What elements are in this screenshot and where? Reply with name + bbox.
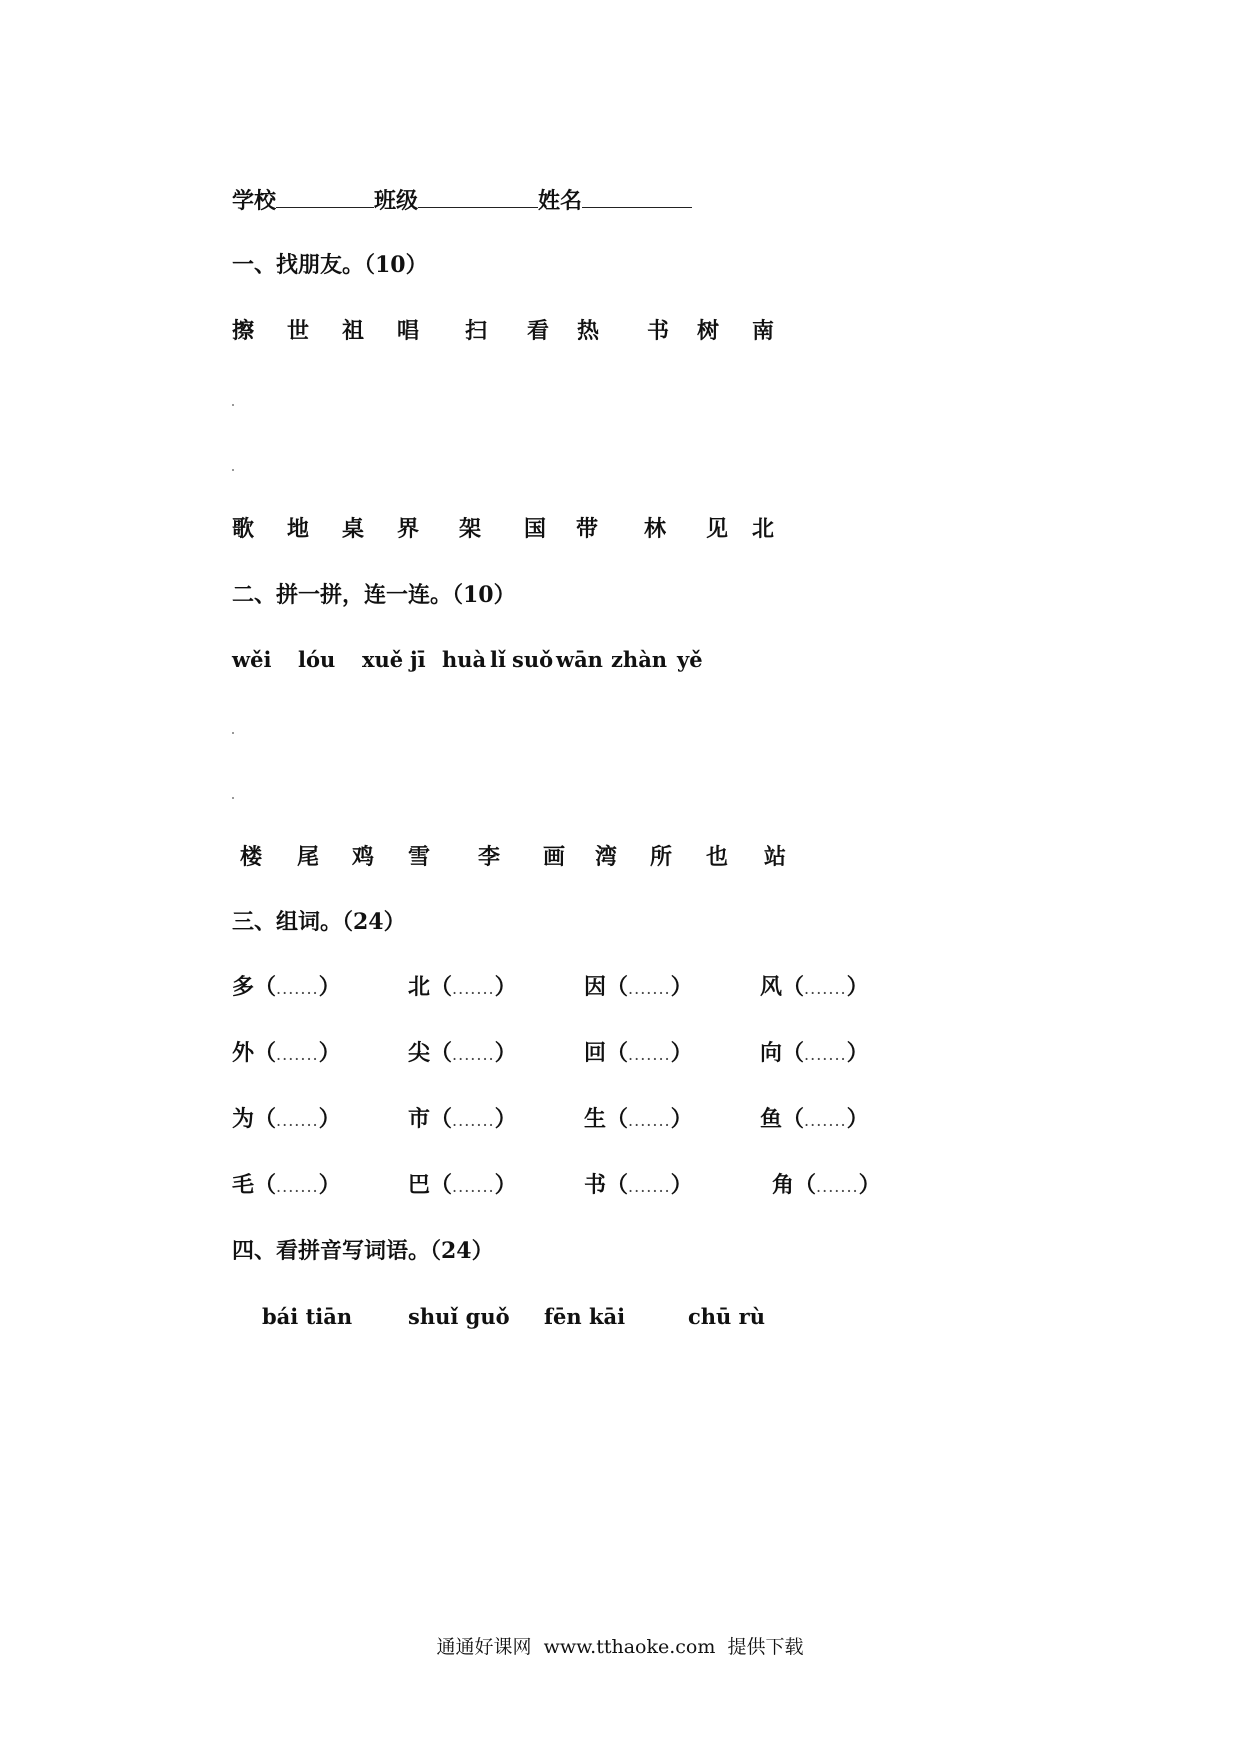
answer-blank[interactable]: ....... <box>804 1111 847 1130</box>
char-cell[interactable]: 扫 <box>465 318 488 344</box>
char-cell[interactable]: 尾 <box>297 844 320 870</box>
word-char: 多 <box>232 974 255 1000</box>
char-cell[interactable]: 带 <box>576 516 599 542</box>
speck <box>232 732 234 734</box>
pinyin-cell[interactable]: wān <box>556 647 603 672</box>
word-item: 北（.......） <box>408 974 517 1000</box>
school-blank[interactable] <box>276 183 374 208</box>
pinyin-word[interactable]: fēn kāi <box>544 1304 626 1329</box>
section-3-title: 三、组词。（24） <box>232 909 406 935</box>
pinyin-cell[interactable]: yě <box>677 647 703 672</box>
word-item: 外（.......） <box>232 1040 341 1066</box>
student-info-line <box>232 183 692 216</box>
char-cell[interactable]: 桌 <box>342 516 365 542</box>
word-char: 为 <box>232 1106 255 1132</box>
word-char: 尖 <box>408 1040 431 1066</box>
word-char: 回 <box>584 1040 607 1066</box>
speck <box>232 797 234 799</box>
word-item: 生（.......） <box>584 1106 693 1132</box>
word-item: 回（.......） <box>584 1040 693 1066</box>
answer-blank[interactable]: ....... <box>804 979 847 998</box>
pinyin-cell[interactable]: zhàn <box>611 647 668 672</box>
char-cell[interactable]: 画 <box>543 844 566 870</box>
answer-blank[interactable]: ....... <box>276 1045 319 1064</box>
word-item: 因（.......） <box>584 974 693 1000</box>
pinyin-cell[interactable]: suǒ <box>512 647 554 672</box>
char-cell[interactable]: 湾 <box>595 844 618 870</box>
word-item: 毛（.......） <box>232 1172 341 1198</box>
char-cell[interactable]: 林 <box>644 516 667 542</box>
word-item: 巴（.......） <box>408 1172 517 1198</box>
char-cell[interactable]: 看 <box>527 318 550 344</box>
class-label: 班级 <box>374 188 419 214</box>
char-cell[interactable]: 北 <box>752 516 775 542</box>
word-item: 多（.......） <box>232 974 341 1000</box>
word-item: 向（.......） <box>760 1040 869 1066</box>
char-cell[interactable]: 李 <box>478 844 501 870</box>
name-label: 姓名 <box>538 188 583 214</box>
answer-blank[interactable]: ....... <box>276 979 319 998</box>
answer-blank[interactable]: ....... <box>452 1111 495 1130</box>
section-1-row-2 <box>232 514 792 544</box>
name-blank[interactable] <box>582 183 692 208</box>
answer-blank[interactable]: ....... <box>628 1177 671 1196</box>
word-char: 北 <box>408 974 431 1000</box>
pinyin-cell[interactable]: lóu <box>298 647 336 672</box>
answer-blank[interactable]: ....... <box>452 1045 495 1064</box>
word-item: 鱼（.......） <box>760 1106 869 1132</box>
section-1-title: 一、找朋友。（10） <box>232 252 428 278</box>
char-cell[interactable]: 见 <box>706 516 729 542</box>
char-cell[interactable]: 界 <box>397 516 420 542</box>
char-cell[interactable]: 树 <box>697 318 720 344</box>
word-group-row <box>232 972 900 1004</box>
word-item: 角（.......） <box>772 1172 881 1198</box>
word-char: 巴 <box>408 1172 431 1198</box>
char-cell[interactable]: 歌 <box>232 516 255 542</box>
char-cell[interactable]: 世 <box>287 318 310 344</box>
char-cell[interactable]: 鸡 <box>352 844 375 870</box>
pinyin-words-row <box>262 1302 768 1332</box>
pinyin-word[interactable]: chū rù <box>688 1304 765 1329</box>
word-char: 毛 <box>232 1172 255 1198</box>
char-cell[interactable]: 所 <box>650 844 673 870</box>
pinyin-word[interactable]: bái tiān <box>262 1304 353 1329</box>
word-item: 书（.......） <box>584 1172 693 1198</box>
school-label: 学校 <box>232 188 277 214</box>
word-char: 外 <box>232 1040 255 1066</box>
char-cell[interactable]: 站 <box>764 844 787 870</box>
section-1-row-1 <box>232 316 792 346</box>
word-char: 市 <box>408 1106 431 1132</box>
word-char: 因 <box>584 974 607 1000</box>
char-cell[interactable]: 书 <box>647 318 670 344</box>
word-char: 书 <box>584 1172 607 1198</box>
pinyin-word[interactable]: shuǐ guǒ <box>408 1304 510 1329</box>
char-cell[interactable]: 国 <box>524 516 547 542</box>
pinyin-row <box>232 645 707 675</box>
word-item: 风（.......） <box>760 974 869 1000</box>
char-cell[interactable]: 也 <box>706 844 729 870</box>
pinyin-cell[interactable]: huà <box>442 647 487 672</box>
word-char: 角 <box>772 1172 795 1198</box>
word-item: 尖（.......） <box>408 1040 517 1066</box>
word-group-row <box>232 1038 900 1070</box>
char-cell[interactable]: 雪 <box>408 844 431 870</box>
char-cell[interactable]: 热 <box>577 318 600 344</box>
pinyin-cell[interactable]: wěi <box>232 647 272 672</box>
answer-blank[interactable]: ....... <box>628 1045 671 1064</box>
char-cell[interactable]: 擦 <box>232 318 255 344</box>
pinyin-cell[interactable]: jī <box>410 647 426 672</box>
answer-blank[interactable]: ....... <box>276 1111 319 1130</box>
word-group-row <box>232 1170 912 1202</box>
class-blank[interactable] <box>418 183 538 208</box>
answer-blank[interactable]: ....... <box>628 1111 671 1130</box>
word-char: 鱼 <box>760 1106 783 1132</box>
section-2-chars-row <box>240 842 804 872</box>
char-cell[interactable]: 祖 <box>342 318 365 344</box>
word-item: 为（.......） <box>232 1106 341 1132</box>
word-char: 生 <box>584 1106 607 1132</box>
answer-blank[interactable]: ....... <box>628 979 671 998</box>
section-4-title: 四、看拼音写词语。（24） <box>232 1238 494 1264</box>
word-char: 向 <box>760 1040 783 1066</box>
speck <box>232 404 234 406</box>
word-char: 风 <box>760 974 783 1000</box>
char-cell[interactable]: 架 <box>459 516 482 542</box>
answer-blank[interactable]: ....... <box>452 1177 495 1196</box>
footer-credit: 通通好课网 www.tthaoke.com 提供下载 <box>436 1636 804 1658</box>
char-cell[interactable]: 楼 <box>240 844 263 870</box>
word-item: 市（.......） <box>408 1106 517 1132</box>
pinyin-cell[interactable]: xuě <box>362 647 404 672</box>
answer-blank[interactable]: ....... <box>804 1045 847 1064</box>
answer-blank[interactable]: ....... <box>816 1177 859 1196</box>
char-cell[interactable]: 唱 <box>397 318 420 344</box>
answer-blank[interactable]: ....... <box>276 1177 319 1196</box>
char-cell[interactable]: 南 <box>752 318 775 344</box>
word-group-row <box>232 1104 900 1136</box>
char-cell[interactable]: 地 <box>287 516 310 542</box>
section-2-title: 二、拼一拼，连一连。（10） <box>232 582 516 608</box>
speck <box>232 469 234 471</box>
answer-blank[interactable]: ....... <box>452 979 495 998</box>
pinyin-cell[interactable]: lǐ <box>490 647 506 672</box>
